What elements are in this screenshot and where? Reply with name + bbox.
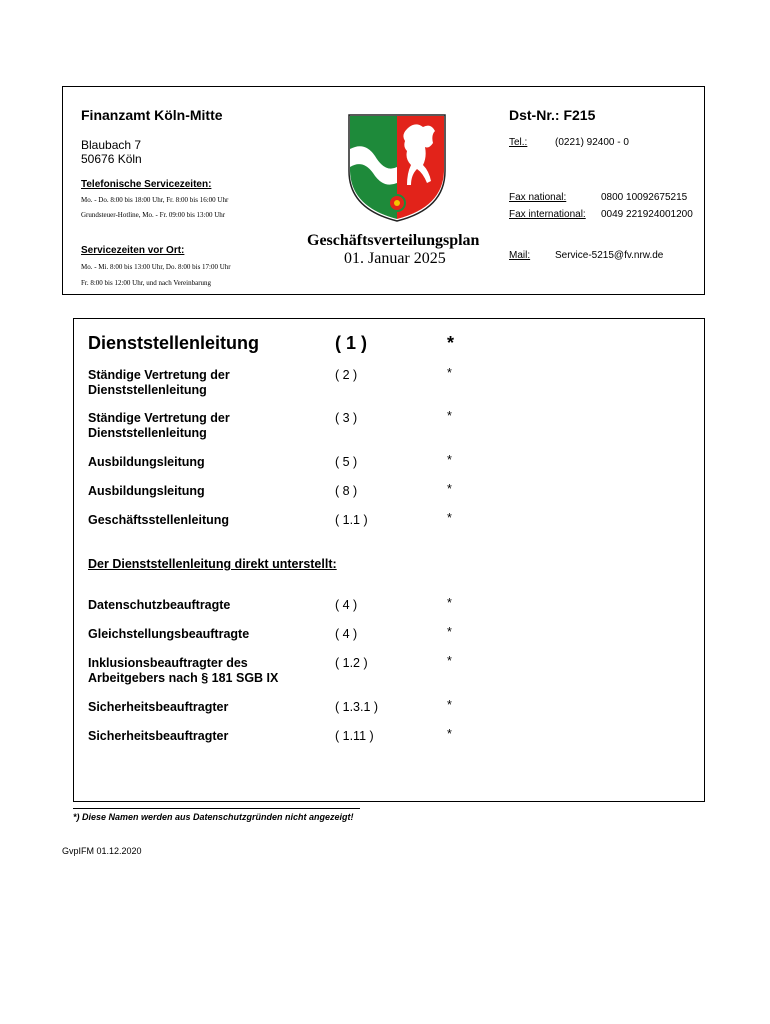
main-title-number: ( 1 ) <box>335 333 368 353</box>
fax-international-value: 0049 221924001200 <box>601 209 693 220</box>
role-number: ( 1.11 ) <box>335 729 374 743</box>
subordinates-heading: Der Dienststellenleitung direkt unterstellt: <box>88 557 337 571</box>
plan-date: 01. Januar 2025 <box>344 250 446 267</box>
role-number: ( 2 ) <box>335 368 358 382</box>
role-label: Datenschutzbeauftragte <box>88 598 231 612</box>
role-label: Ständige Vertretung der Dienststellenleitung <box>88 411 230 440</box>
role-number: ( 4 ) <box>335 627 358 641</box>
role-star: * <box>447 453 452 467</box>
mail-label: Mail: <box>509 250 531 261</box>
dst-number: Dst-Nr.: F215 <box>509 107 596 123</box>
role-number: ( 8 ) <box>335 484 358 498</box>
role-star: * <box>447 698 452 712</box>
role-label: Ausbildungsleitung <box>88 484 205 498</box>
fax-international-label: Fax international: <box>509 209 586 220</box>
role-number: ( 1.2 ) <box>335 656 368 670</box>
role-star: * <box>447 727 452 741</box>
role-star: * <box>447 596 452 610</box>
onsite-hours-2: Fr. 8:00 bis 12:00 Uhr, und nach Vereinbarung <box>81 279 212 287</box>
role-star: * <box>447 409 452 423</box>
main-title: Dienststellenleitung <box>88 333 260 353</box>
fax-national-value: 0800 10092675215 <box>601 192 688 203</box>
nrw-coat-of-arms-icon <box>345 111 449 223</box>
footnote-divider <box>73 808 360 809</box>
role-label: Sicherheitsbeauftragter <box>88 729 229 743</box>
role-star: * <box>447 482 452 496</box>
phone-service-heading: Telefonische Servicezeiten: <box>81 179 212 190</box>
role-number: ( 1.3.1 ) <box>335 700 379 714</box>
fax-national-label: Fax national: <box>509 192 567 203</box>
role-label: Ständige Vertretung der Dienststellenleitung <box>88 368 230 397</box>
role-number: ( 4 ) <box>335 598 358 612</box>
role-label: Gleichstellungsbeauftragte <box>88 627 250 641</box>
onsite-hours-1: Mo. - Mi. 8:00 bis 13:00 Uhr, Do. 8:00 bis 17:00 Uhr <box>81 263 231 271</box>
role-number: ( 5 ) <box>335 455 358 469</box>
footnote-text: *) Diese Namen werden aus Datenschutzgründen nicht angezeigt! <box>73 812 354 822</box>
phone-hours-1: Mo. - Do. 8:00 bis 18:00 Uhr, Fr. 8:00 bis 16:00 Uhr <box>81 196 229 204</box>
tel-label: Tel.: <box>509 137 528 148</box>
mail-value: Service-5215@fv.nrw.de <box>555 250 664 261</box>
role-number: ( 1.1 ) <box>335 513 368 527</box>
role-star: * <box>447 654 452 668</box>
street-address: Blaubach 7 <box>81 138 142 152</box>
onsite-heading: Servicezeiten vor Ort: <box>81 245 185 256</box>
role-label: Sicherheitsbeauftragter <box>88 700 229 714</box>
plan-title: Geschäftsverteilungsplan <box>307 232 480 249</box>
main-title-star: * <box>447 333 455 353</box>
role-star: * <box>447 625 452 639</box>
office-name: Finanzamt Köln-Mitte <box>81 107 223 123</box>
tel-value: (0221) 92400 - 0 <box>555 137 629 148</box>
role-label: Inklusionsbeauftragter des Arbeitgebers nach § 181 SGB IX <box>88 656 279 685</box>
phone-hours-2: Grundsteuer-Hotline, Mo. - Fr. 09:00 bis 13:00 Uhr <box>81 211 226 219</box>
version-text: GvpIFM 01.12.2020 <box>62 846 142 856</box>
role-star: * <box>447 366 452 380</box>
role-number: ( 3 ) <box>335 411 358 425</box>
role-label: Geschäftsstellenleitung <box>88 513 230 527</box>
role-star: * <box>447 511 452 525</box>
role-label: Ausbildungsleitung <box>88 455 205 469</box>
city-address: 50676 Köln <box>81 152 142 166</box>
